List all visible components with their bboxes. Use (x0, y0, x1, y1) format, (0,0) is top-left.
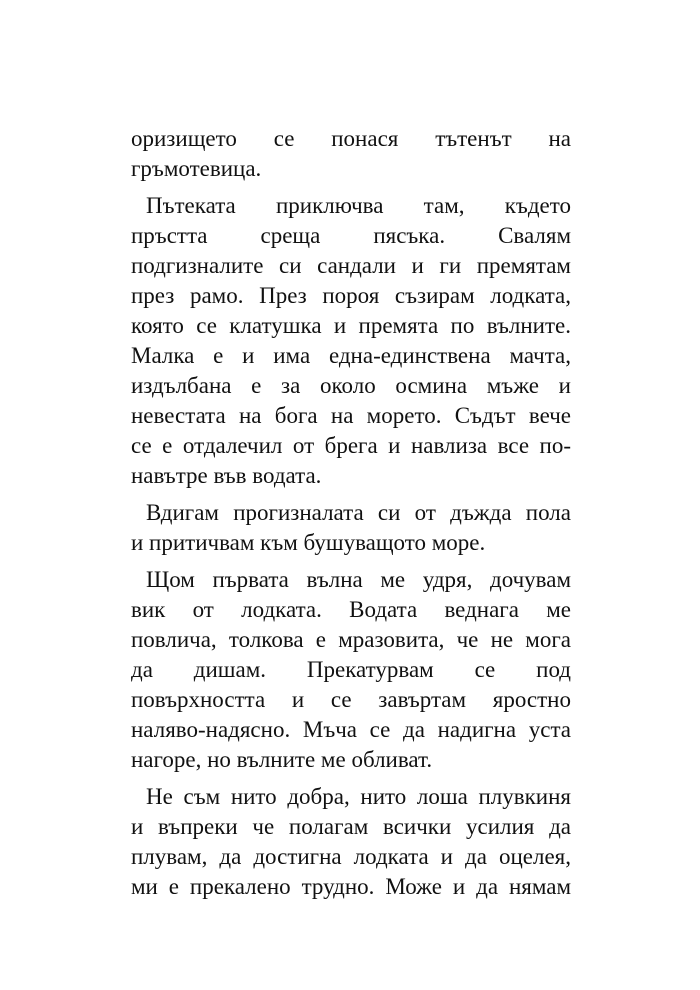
body-text (131, 124, 571, 902)
text-line: която се клатушка и премята по вълните. (131, 313, 571, 338)
text-line: гръмотевица. (131, 156, 262, 181)
text-line: невестата на бога на морето. Съдът вече (131, 403, 571, 428)
paragraph (131, 565, 571, 775)
text-line: издълбана е за около осмина мъже и (131, 373, 571, 398)
paragraph (131, 191, 571, 491)
paragraph (131, 498, 571, 558)
text-line: Щом първата вълна ме удря, дочувам (146, 567, 571, 592)
text-line: повърхността и се завъртам яростно (131, 687, 571, 712)
paragraph (131, 782, 571, 902)
text-line: подгизналите си сандали и ги премятам (131, 253, 571, 278)
text-line: повлича, толкова е мразовита, че не мога (131, 627, 571, 652)
text-line: плувам, да достигна лодката и да оцелея, (131, 844, 571, 869)
text-line: се е отдалечил от брега и навлиза все по- (131, 433, 571, 458)
text-line: Не съм нито добра, нито лоша плувкиня (146, 784, 571, 809)
text-line: пръстта среща пясъка. Свалям (131, 223, 571, 248)
text-line: нагоре, но вълните ме обливат. (131, 747, 433, 772)
text-line: ми е прекалено трудно. Може и да нямам (131, 874, 571, 899)
text-line: вик от лодката. Водата веднага ме (131, 597, 571, 622)
text-line: навътре във водата. (131, 463, 322, 488)
text-line: Малка е и има една-единствена мачта, (131, 343, 571, 368)
text-line: Пътеката приключва там, където (146, 193, 571, 218)
text-line: и въпреки че полагам всички усилия да (131, 814, 571, 839)
text-line: наляво-надясно. Мъча се да надигна уста (131, 717, 571, 742)
text-line: да дишам. Прекатурвам се под (131, 657, 571, 682)
paragraph (131, 124, 571, 184)
text-line: оризището се понася тътенът на (131, 126, 571, 151)
text-line: и притичвам към бушуващото море. (131, 530, 486, 555)
text-line: Вдигам прогизналата си от дъжда пола (146, 500, 571, 525)
text-line: през рамо. През пороя съзирам лодката, (131, 283, 571, 308)
